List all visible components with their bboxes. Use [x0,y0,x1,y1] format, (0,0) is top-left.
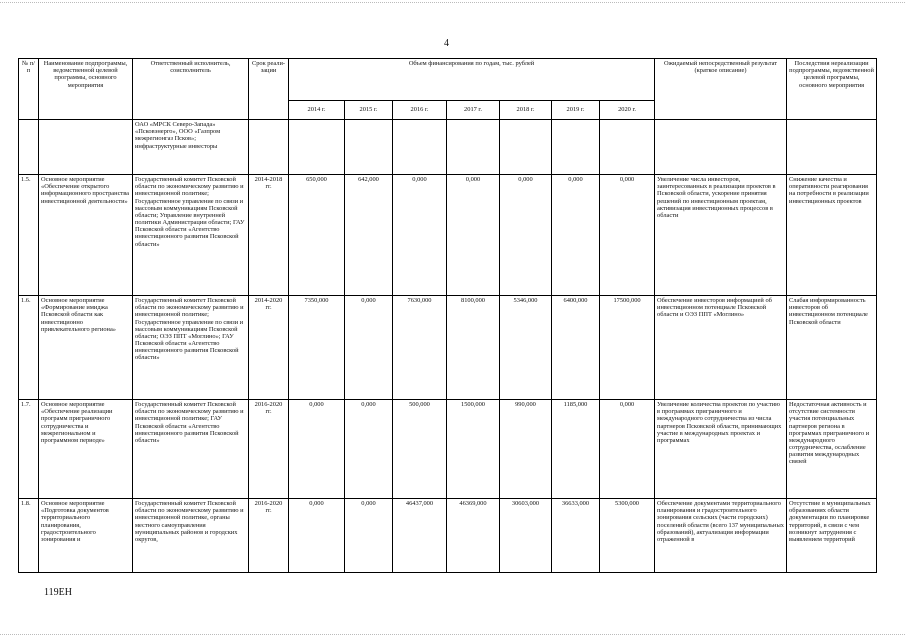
cell-value [447,120,500,175]
cell-value: 0,000 [600,175,655,296]
cell-value: 17500,000 [600,296,655,400]
cell-value: 650,000 [289,175,345,296]
cell-consequences: Снижение качества и оперативности реагирования на потребности в реализации инвестиционных проектов [787,175,877,296]
cell-name: Основное мероприятие «Формирование имиджа Псковской области как инвестиционно привлекательного региона» [39,296,133,400]
cell-value: 36633,000 [552,499,600,573]
cell-result [655,120,787,175]
cell-num: 1.5. [19,175,39,296]
cell-executor: Государственный комитет Псковской области по экономическому развитию и инвестиционной политике; Государственное управление по связи и массовым коммуникациям Псковской области; Управление внутренней политики Администрации области; ГАУ Псковской области «Агентство инвестиционного развития Псковской области» [133,175,249,296]
cell-result: Обеспечение документами территориального планирования и градостроительного зонирования сельских (части городских) поселений области (всего 137 муниципальных образований), актуализация информации отраженной в [655,499,787,573]
cell-result: Обеспечение инвесторов информацией об инвестиционном потенциале Псковской области и ОЭЗ ППТ «Моглино» [655,296,787,400]
program-table [18,58,877,573]
cell-value: 46369,000 [447,499,500,573]
cell-executor: Государственный комитет Псковской области по экономическому развитию и инвестиционной политике; Государственное управление по связи и массовым коммуникациям Псковской области; ОЭЗ ППТ «Моглино»; ГАУ Псковской области «Агентство инвестиционного развития Псковской области» [133,296,249,400]
cell-executor: Государственный комитет Псковской области по экономическому развитию и инвестиционной политике, органы местного самоуправления муниципальных районов и городских округов, [133,499,249,573]
table-row [19,400,877,499]
cell-value [289,120,345,175]
cell-result: Увеличение числа инвесторов, заинтересованных в реализации проектов в Псковской области, ускорение принятия решений по инвестиционным проектам, активизация инвестиционных процессов в области [655,175,787,296]
cell-num [19,120,39,175]
cell-value: 30603,000 [500,499,552,573]
cell-value: 0,000 [500,175,552,296]
header-executor: Ответственный исполнитель, соисполнитель [133,59,249,120]
header-year: 2015 г. [345,101,393,120]
cell-value: 0,000 [393,175,447,296]
header-year: 2014 г. [289,101,345,120]
cell-consequences: Отсутствие в муниципальных образованиях области документации по планировке территорий, в связи с чем возникнут затруднения с выявлением территорий [787,499,877,573]
cell-value [345,120,393,175]
cell-num: 1.6. [19,296,39,400]
cell-executor: ОАО «МРСК Северо-Запада» «Псковэнерго», ООО «Газпром межрегионгаз Псков»; инфраструктурные инвесторы [133,120,249,175]
cell-value: 0,000 [289,400,345,499]
cell-value [600,120,655,175]
cell-value [500,120,552,175]
cell-consequences: Недостаточная активность и отсутствие системности участия потенциальных партнеров региона в программах приграничного и международного сотрудничества, ослабление развития международных связей [787,400,877,499]
cell-consequences: Слабая информированность инвесторов об инвестиционном потенциале Псковской области [787,296,877,400]
cell-value: 642,000 [345,175,393,296]
cell-result: Увеличение количества проектов по участию в программах приграничного и международного сотрудничества из числа партнеров Псковской области, принимающих участие в международных проектах и программах [655,400,787,499]
header-year: 2019 г. [552,101,600,120]
cell-consequences [787,120,877,175]
cell-name [39,120,133,175]
cell-value: 0,000 [345,499,393,573]
cell-name: Основное мероприятие «Обеспечение открытого информационного пространства инвестиционной деятельности» [39,175,133,296]
cell-value: 8100,000 [447,296,500,400]
cell-term: 2014-2018 гг. [249,175,289,296]
header-year: 2018 г. [500,101,552,120]
cell-value: 0,000 [600,400,655,499]
cell-value: 0,000 [289,499,345,573]
cell-executor: Государственный комитет Псковской области по экономическому развитию и инвестиционной политике; ГАУ Псковской области «Агентство инвестиционного развития Псковской области» [133,400,249,499]
cell-value: 6400,000 [552,296,600,400]
document-code: 119ЕН [44,587,72,598]
table-row-continuation [19,120,877,175]
cell-value: 0,000 [552,175,600,296]
table-row [19,499,877,573]
cell-value: 1500,000 [447,400,500,499]
cell-name: Основное мероприятие «Обеспечение реализации программ приграничного сотрудничества и межрегиональном и программном периоде» [39,400,133,499]
table-row [19,175,877,296]
cell-value: 7350,000 [289,296,345,400]
cell-value: 0,000 [447,175,500,296]
cell-term: 2016-2020 гг. [249,400,289,499]
header-funding: Объем финансирования по годам, тыс. рублей [289,59,655,101]
scan-bottom-edge [0,634,905,635]
table-row [19,296,877,400]
cell-num: 1.8. [19,499,39,573]
header-row [19,59,877,101]
cell-term: 2014-2020 гг. [249,296,289,400]
header-num: № п/п [19,59,39,120]
cell-term [249,120,289,175]
cell-value: 46437,000 [393,499,447,573]
cell-value [552,120,600,175]
cell-term: 2016-2020 гг. [249,499,289,573]
cell-value: 500,000 [393,400,447,499]
cell-value: 990,000 [500,400,552,499]
cell-value [393,120,447,175]
cell-value: 7630,000 [393,296,447,400]
page-number: 4 [444,38,449,49]
scan-top-edge [0,2,905,3]
cell-name: Основное мероприятие «Подготовка документов территориального планирования, градостроительного зонирования и [39,499,133,573]
header-term: Срок реали-зации [249,59,289,120]
header-result: Ожидаемый непосредственный результат (краткое описание) [655,59,787,120]
cell-value: 0,000 [345,400,393,499]
header-year: 2020 г. [600,101,655,120]
cell-value: 5346,000 [500,296,552,400]
header-year: 2016 г. [393,101,447,120]
header-year: 2017 г. [447,101,500,120]
header-consequences: Последствия нереализации подпрограммы, ведомственной целевой программы, основного мероприятия [787,59,877,120]
header-name: Наименование подпрограммы, ведомственной целевой программы, основного мероприятия [39,59,133,120]
cell-value: 0,000 [345,296,393,400]
cell-value: 5300,000 [600,499,655,573]
cell-value: 1185,000 [552,400,600,499]
cell-num: 1.7. [19,400,39,499]
